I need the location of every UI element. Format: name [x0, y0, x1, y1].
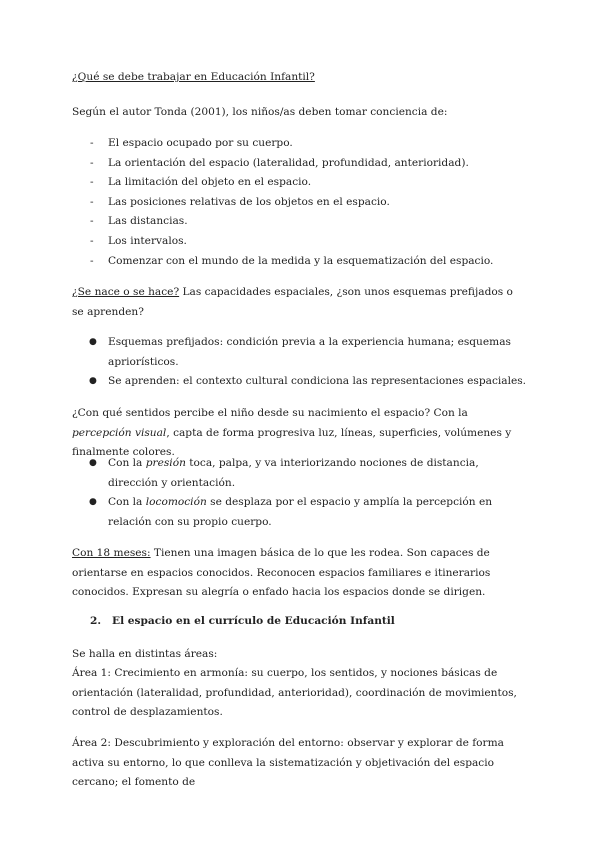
- list-item: ● Con la locomoción se desplaza por el espacio y amplía la percepción en relación con su propio cuerpo.: [89, 496, 493, 528]
- list-item: - Las posiciones relativas de los objetos en el espacio.: [90, 195, 390, 208]
- list-item: ● Se aprenden: el contexto cultural condiciona las representaciones espaciales.: [89, 375, 527, 388]
- meses-label: Con 18 meses:: [72, 547, 151, 559]
- meses-paragraph: Con 18 meses: Tienen una imagen básica de lo que les rodea. Son capaces de orientarse en espacios conocidos. Reconocen espacios familiares e itinerarios conocidos. Expresan su alegría o enfado hacia los espacios donde se dirigen.: [72, 547, 491, 599]
- nace-paragraph: ¿Se nace o se hace? Las capacidades espaciales, ¿son unos esquemas prefijados o se aprenden?: [72, 286, 513, 318]
- area-1-paragraph: Área 1: Crecimiento en armonía: su cuerpo, los sentidos, y nociones básicas de orientación (lateralidad, profundidad, anterioridad), coordinación de movimientos, control de desplazamientos.: [72, 667, 517, 719]
- list-item: - Los intervalos.: [90, 234, 187, 247]
- bullet-list: [72, 333, 527, 392]
- bullet-list: [72, 454, 527, 532]
- list-item: - Las distancias.: [90, 215, 188, 228]
- list-item: ● Con la presión toca, palpa, y va interiorizando nociones de distancia, dirección y orientación.: [89, 457, 479, 489]
- list-item: - La orientación del espacio (lateralidad, profundidad, anterioridad).: [90, 156, 469, 169]
- dash-list: [72, 134, 527, 271]
- list-item: ● Esquemas prefijados: condición previa a la experiencia humana; esquemas apriorísticos.: [89, 336, 511, 368]
- sentidos-paragraph: ¿Con qué sentidos percibe el niño desde su nacimiento el espacio? Con la percepción visual, capta de forma progresiva luz, líneas, superficies, volúmenes y finalmente colores.: [72, 407, 512, 459]
- list-item: - Comenzar con el mundo de la medida y la esquematización del espacio.: [90, 254, 494, 267]
- area-2-paragraph: Área 2: Descubrimiento y exploración del entorno: observar y explorar de forma activa su entorno, lo que conlleva la sistematización y objetivación del espacio cercano; el fomento de: [72, 737, 504, 789]
- section-heading: 2. El espacio en el currículo de Educación Infantil: [90, 615, 395, 627]
- areas-intro: Se halla en distintas áreas:: [72, 648, 218, 660]
- intro-paragraph: Según el autor Tonda (2001), los niños/as deben tomar conciencia de:: [72, 106, 448, 118]
- list-item: - La limitación del objeto en el espacio.: [90, 176, 312, 189]
- section-title: ¿Qué se debe trabajar en Educación Infantil?: [72, 71, 315, 83]
- nace-label: ¿Se nace o se hace?: [72, 286, 180, 298]
- list-item: - El espacio ocupado por su cuerpo.: [90, 137, 293, 149]
